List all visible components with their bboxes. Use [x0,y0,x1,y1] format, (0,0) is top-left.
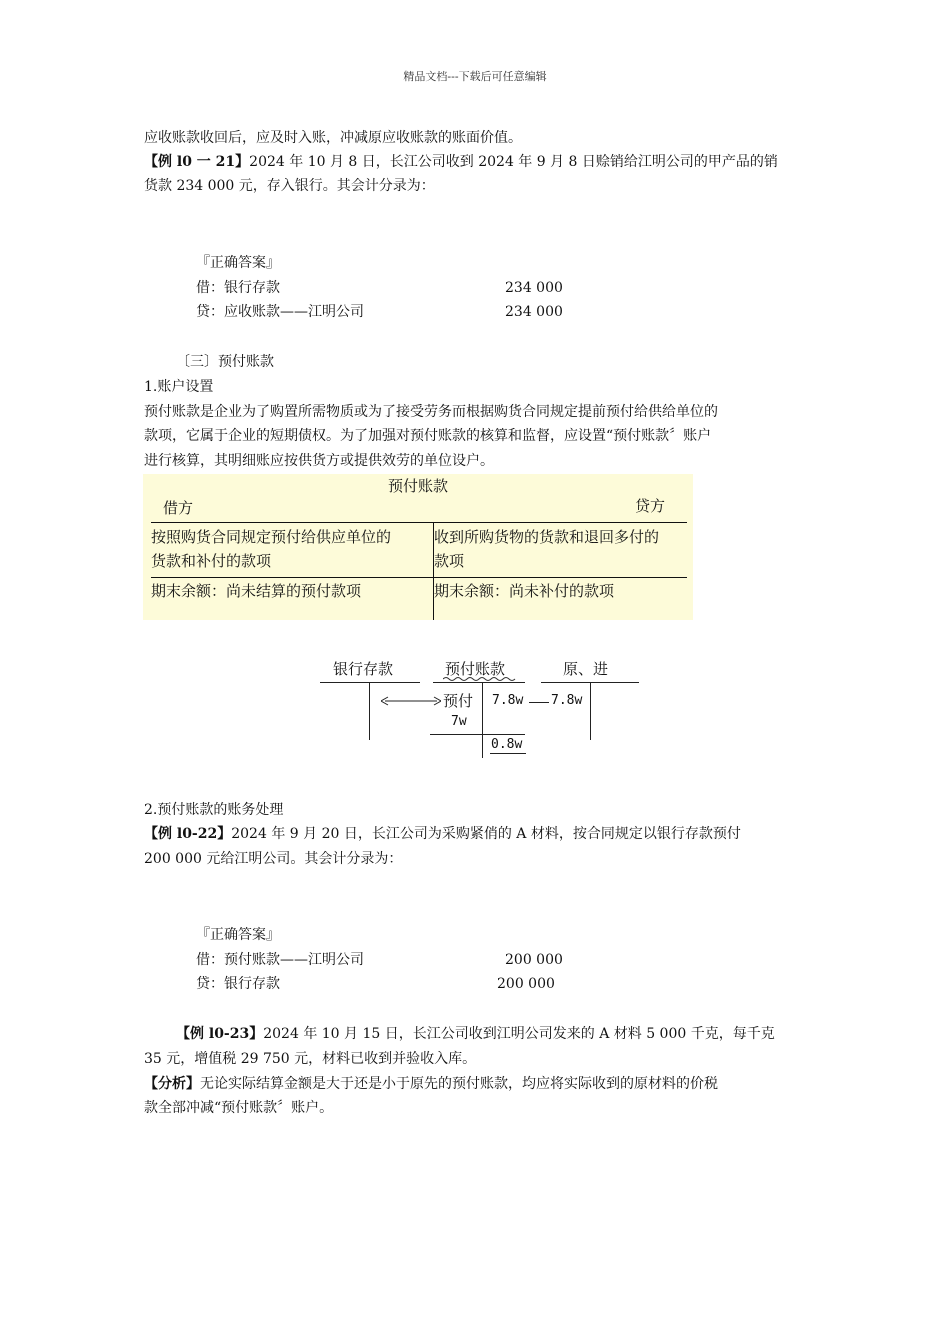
t-table-title: 预付账款 [388,477,449,495]
subheading-account-setup: 1.账户设置 [144,379,214,395]
prepaid-flow-diagram [315,652,645,764]
answer-2-credit-amount: 200 000 [497,976,555,992]
example-23-tag: 【例 l0-23】 [176,1026,264,1042]
t-table-credit-row1-a: 收到所购货物的货款和退回多付的 [434,528,660,546]
t-table-mid-rule [151,577,687,578]
t-table-debit-head: 借方 [163,499,194,517]
analysis-text: 无论实际结算金额是大于还是小于原先的预付账款，均应将实际收到的原材料的价税 [200,1076,718,1092]
t-table-top-rule [151,522,687,523]
description-line-1: 预付账款是企业为了购置所需物质或为了接受劳务而根据购货合同规定提前预付给供给单位的 [144,404,718,420]
subheading-accounting-treatment: 2.预付账款的账务处理 [144,802,284,818]
diagram-mid-amount: 7.8w [492,693,524,708]
example-21-line2: 货款 234 000 元，存入银行。其会计分录为： [144,178,435,194]
answer-2-title: 『正确答案』 [196,927,280,943]
page-header: 精品文档---下载后可任意编辑 [403,70,547,83]
diagram-right-amount: 7.8w [551,693,583,708]
answer-1-credit-amount: 234 000 [505,304,563,320]
diagram-prepaid-top-line [433,682,525,683]
diagram-bank-top-line [320,682,420,683]
answer-2-credit-label: 贷：银行存款 [196,976,280,992]
example-23-line2: 35 元，增值税 29 750 元，材料已收到并验收入库。 [144,1051,477,1067]
description-line-3: 进行核算，其明细账应按供货方或提供效劳的单位设户。 [144,453,494,469]
example-23-line1 [176,1022,775,1046]
answer-2-debit-amount: 200 000 [505,952,563,968]
diagram-account-prepaid: 预付账款 [445,660,506,678]
t-table-debit-balance: 期末余额：尚未结算的预付款项 [151,582,362,600]
diagram-prepay-label: 预付 [443,692,474,710]
t-table-debit-row1-b: 货款和补付的款项 [151,552,272,570]
diagram-account-materials: 原、进 [563,660,609,678]
example-22-tag: 【例 l0-22】 [144,826,232,842]
diagram-balance-amount: 0.8w [491,737,523,752]
description-line-2: 款项，它属于企业的短期债权。为了加强对预付账款的核算和监督，应设置“预付账款〞账户 [144,428,712,444]
diagram-materials-vertical [590,682,591,740]
example-21-text: 2024 年 10 月 8 日，长江公司收到 2024 年 9 月 8 日赊销给江明公司的甲产品的销 [249,154,778,170]
answer-1-title: 『正确答案』 [196,255,280,271]
analysis-line2: 款全部冲减“预付账款〞账户。 [144,1100,334,1116]
section-heading-prepaid: 〔三〕预付账款 [176,354,274,370]
diagram-double-arrow-icon [381,696,441,706]
example-22-line1 [144,822,741,846]
t-table-credit-head: 贷方 [635,497,666,515]
analysis-tag: 【分析】 [144,1076,200,1092]
diagram-balance-underline [490,753,526,754]
analysis-line1 [144,1072,718,1096]
answer-1-debit-label: 借：银行存款 [196,280,280,296]
diagram-bank-vertical [369,682,370,740]
diagram-prepaid-vertical [482,682,483,758]
example-22-line2: 200 000 元给江明公司。其会计分录为： [144,851,403,867]
answer-2-debit-label: 借：预付账款——江明公司 [196,952,364,968]
example-22-text: 2024 年 9 月 20 日，长江公司为采购紧俏的 A 材料，按合同规定以银行存款预付 [231,826,741,842]
answer-1-credit-label: 贷：应收账款——江明公司 [196,304,364,320]
diagram-prepay-amount: 7w [451,714,467,729]
example-23-text: 2024 年 10 月 15 日，长江公司收到江明公司发来的 A 材料 5 000 千克，每千克 [263,1026,775,1042]
diagram-balance-line [430,734,525,735]
paragraph-collection: 应收账款收回后，应及时入账，冲减原应收账款的账面价值。 [144,130,522,146]
example-21-line1 [144,150,778,174]
t-table-debit-row1-a: 按照购货合同规定预付给供应单位的 [151,528,392,546]
diagram-account-bank: 银行存款 [333,660,394,678]
prepaid-account-t-table [143,474,693,620]
t-table-credit-row1-b: 款项 [434,552,465,570]
t-table-credit-balance: 期末余额：尚未补付的款项 [434,582,615,600]
example-21-tag: 【例 l0 一 21】 [144,154,250,170]
answer-1-debit-amount: 234 000 [505,280,563,296]
diagram-connector-dash [529,702,549,703]
